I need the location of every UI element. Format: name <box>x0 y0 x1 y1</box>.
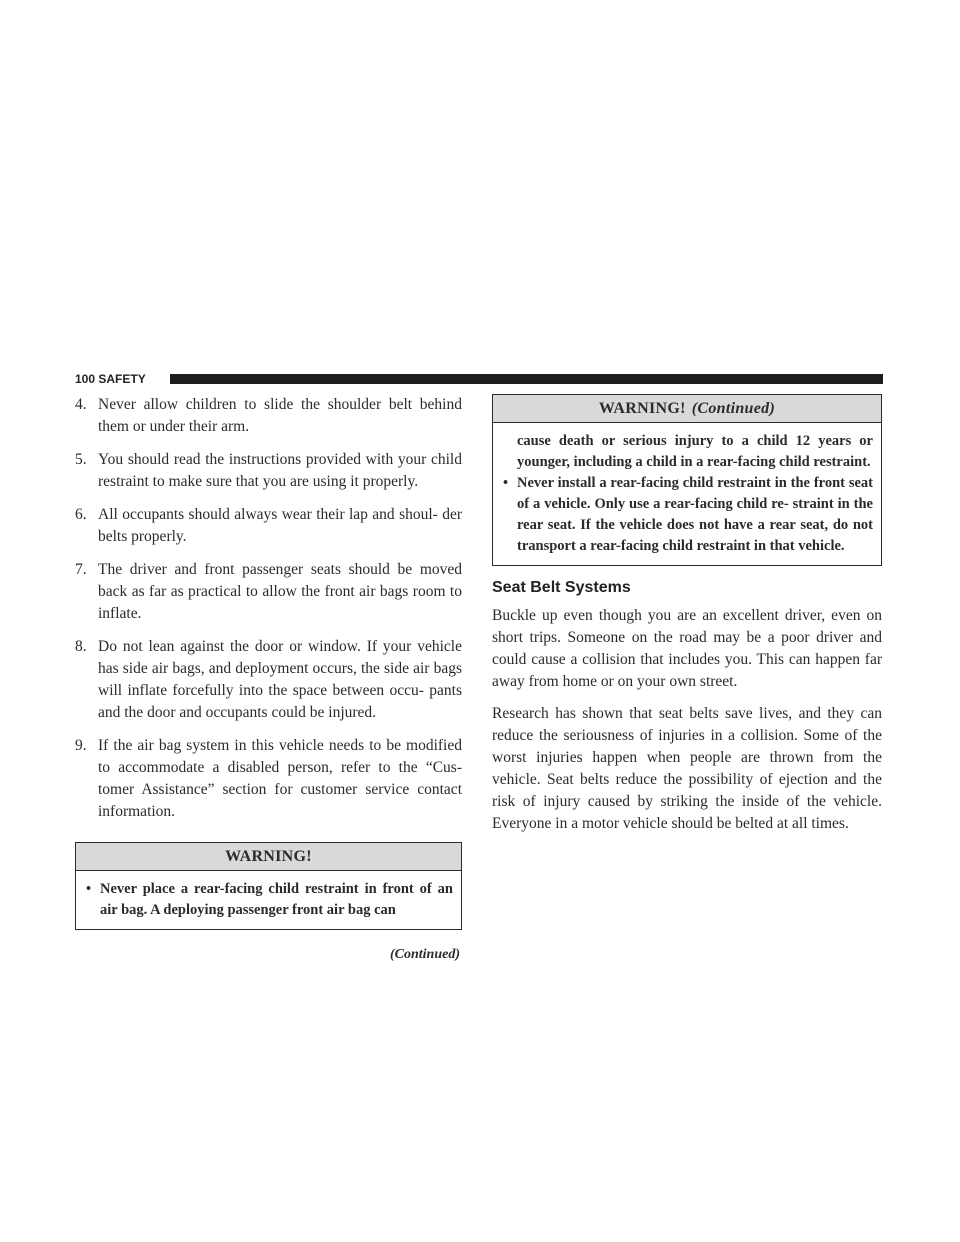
body-paragraph: Buckle up even though you are an excellent driver, even on short trips. Someone on the road may be a poor driver and could cause a collision that includes you. This can happen far away from home or on your own street. <box>492 607 882 690</box>
warning-box-continued <box>492 394 882 566</box>
list-item-number: 7. <box>75 561 87 578</box>
list-item <box>75 559 462 625</box>
list-item-number: 5. <box>75 451 87 468</box>
bullet-icon: • <box>86 881 92 897</box>
warning-title-text: WARNING! <box>598 400 686 417</box>
body-paragraph: Research has shown that seat belts save lives, and they can reduce the seriousness of injuries in a collision. Some of the worst injuries happen when people are thrown from the vehicle. Seat belts reduce the possibility of ejection and the risk of injury caused by striking the inside of the vehicle. Everyone in a motor vehicle should be belted at all times. <box>492 705 882 832</box>
continued-label: (Continued) <box>389 947 460 962</box>
list-item-number: 6. <box>75 506 87 523</box>
warning-box <box>75 842 462 930</box>
right-column <box>492 394 882 845</box>
list-item-text: If the air bag system in this vehicle needs to be modified to accommodate a disabled person, refer to the “Cus- tomer Assistance” section for customer service contact information. <box>98 737 462 820</box>
warning-title-text: WARNING! <box>225 848 312 865</box>
list-item-text: The driver and front passenger seats should be moved back as far as practical to allow the front air bags room to inflate. <box>98 561 462 622</box>
left-column <box>75 394 462 966</box>
header-bar <box>170 374 883 384</box>
list-item <box>75 636 462 724</box>
warning-body <box>76 871 461 929</box>
list-item <box>75 735 462 823</box>
list-item-text: Do not lean against the door or window. If your vehicle has side air bags, and deployment occurs, the side air bags will inflate forcefully into the space between occu- pants and the door and occupants could be injured. <box>98 638 462 721</box>
list-item-number: 8. <box>75 638 87 655</box>
warning-body <box>493 423 881 565</box>
list-item-text: All occupants should always wear their lap and shoul- der belts properly. <box>98 506 462 545</box>
warning-title <box>76 843 461 871</box>
page-number-label: 100 SAFETY <box>75 372 146 386</box>
list-item <box>75 449 462 493</box>
list-item <box>75 504 462 548</box>
warning-continuation-text: cause death or serious injury to a child 12 years or younger, including a child in a rear-facing child restraint. <box>517 433 873 470</box>
page-header <box>75 372 883 386</box>
warning-bullet-item <box>86 879 453 921</box>
list-item <box>75 394 462 438</box>
list-item-text: You should read the instructions provided with your child restraint to make sure that you are using it properly. <box>98 451 462 490</box>
warning-title <box>493 395 881 423</box>
warning-bullet-text: Never place a rear-facing child restraint in front of an air bag. A deploying passenger front air bag can <box>100 881 453 918</box>
list-item-text: Never allow children to slide the shoulder belt behind them or under their arm. <box>98 396 462 435</box>
section-heading: Seat Belt Systems <box>492 579 631 596</box>
list-item-number: 4. <box>75 396 87 413</box>
list-item-number: 9. <box>75 737 87 754</box>
warning-bullet-text: Never install a rear-facing child restraint in the front seat of a vehicle. Only use a rear-facing child re- straint in the rear seat. If the vehicle does not have a rear seat, do not transport a rear-facing child restraint in that vehicle. <box>517 475 873 554</box>
bullet-icon: • <box>503 475 509 491</box>
warning-bullet-item <box>503 473 873 557</box>
warning-title-suffix: (Continued) <box>691 400 776 417</box>
